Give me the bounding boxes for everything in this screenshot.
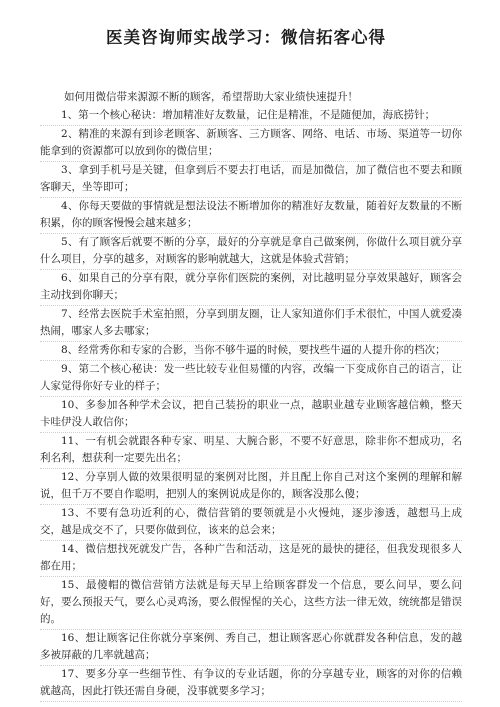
list-item: 11、一有机会就跟各种专家、明星、大腕合影，不要不好意思，除非你不想成功，名利名利，想获利一定要先出名； <box>40 433 462 469</box>
list-item: 17、要多分享一些细节性、有争议的专业话题，你的分享越专业，顾客的对你的信赖就越高，因此打铁还需自身硬，没事就要多学习； <box>40 666 462 702</box>
list-item: 5、有了顾客后就要不断的分享，最好的分享就是拿自己做案例，你做什么项目就分享什么项目，分享的越多，对顾客的影响就越大，这就是体验式营销； <box>40 234 462 270</box>
list-item: 15、最傻帽的微信营销方法就是每天早上给顾客群发一个信息，要么问早，要么问好，要么预报天气，要么心灵鸡汤，要么假惺惺的关心，这些方法一律无效，统统都是错误的。 <box>40 577 462 630</box>
list-item: 1、第一个核心秘诀：增加精准好友数量，记住是精准，不是随便加，海底捞针； <box>40 107 462 126</box>
list-item: 12、分享别人做的效果很明显的案例对比图，并且配上你自己对这个案例的理解和解说，但千万不要自作聪明，把别人的案例说成是你的，顾客没那么傻； <box>40 469 462 505</box>
intro-line: 如何用微信带来源源不断的顾客，希望帮助大家业绩快速提升！ <box>64 91 358 103</box>
list-item: 2、精准的来源有到诊老顾客、新顾客、三方顾客、网络、电话、市场、渠道等一切你能拿到的资源都可以放到你的微信里； <box>40 126 462 162</box>
list-item: 7、经常去医院手术室拍照，分享到朋友圈，让人家知道你们手术很忙，中国人就爱凑热闹，哪家人多去哪家； <box>40 306 462 342</box>
document-title: 医美咨询师实战学习：微信拓客心得 <box>106 28 386 47</box>
list-item: 8、经常秀你和专家的合影，当你不够牛逼的时候，要找些牛逼的人提升你的档次； <box>40 342 462 361</box>
list-item: 10、多参加各种学术会议，把自己装扮的职业一点，越职业越专业顾客越信赖，整天卡哇伊没人敢信你； <box>40 397 462 433</box>
list-item: 6、如果自己的分享有限，就分享你们医院的案例，对比越明显分享效果越好，顾客会主动找到你聊天； <box>40 270 462 306</box>
list-item: 9、第二个核心秘诀：发一些比较专业但易懂的内容，改编一下变成你自己的语言，让人家觉得你好专业的样子； <box>40 361 462 397</box>
list-item: 3、拿到手机号是关键，但拿到后不要去打电话，而是加微信，加了微信也不要去和顾客聊天，坐等即可； <box>40 162 462 198</box>
list-item: 13、不要有急功近利的心，微信营销的要领就是小火慢炖，逐步渗透，越想马上成交，越是成交不了，只要你做到位，该来的总会来； <box>40 505 462 541</box>
item-list <box>40 107 462 702</box>
list-item: 4、你每天要做的事情就是想法设法不断增加你的精准好友数量，随着好友数量的不断积累，你的顾客慢慢会越来越多； <box>40 198 462 234</box>
list-item: 16、想让顾客记住你就分享案例、秀自己，想让顾客恶心你就群发各种信息，发的越多被屏蔽的几率就越高； <box>40 630 462 666</box>
list-item: 14、微信想找死就发广告，各种广告和活动，这是死的最快的捷径，但我发现很多人都在用； <box>40 541 462 577</box>
